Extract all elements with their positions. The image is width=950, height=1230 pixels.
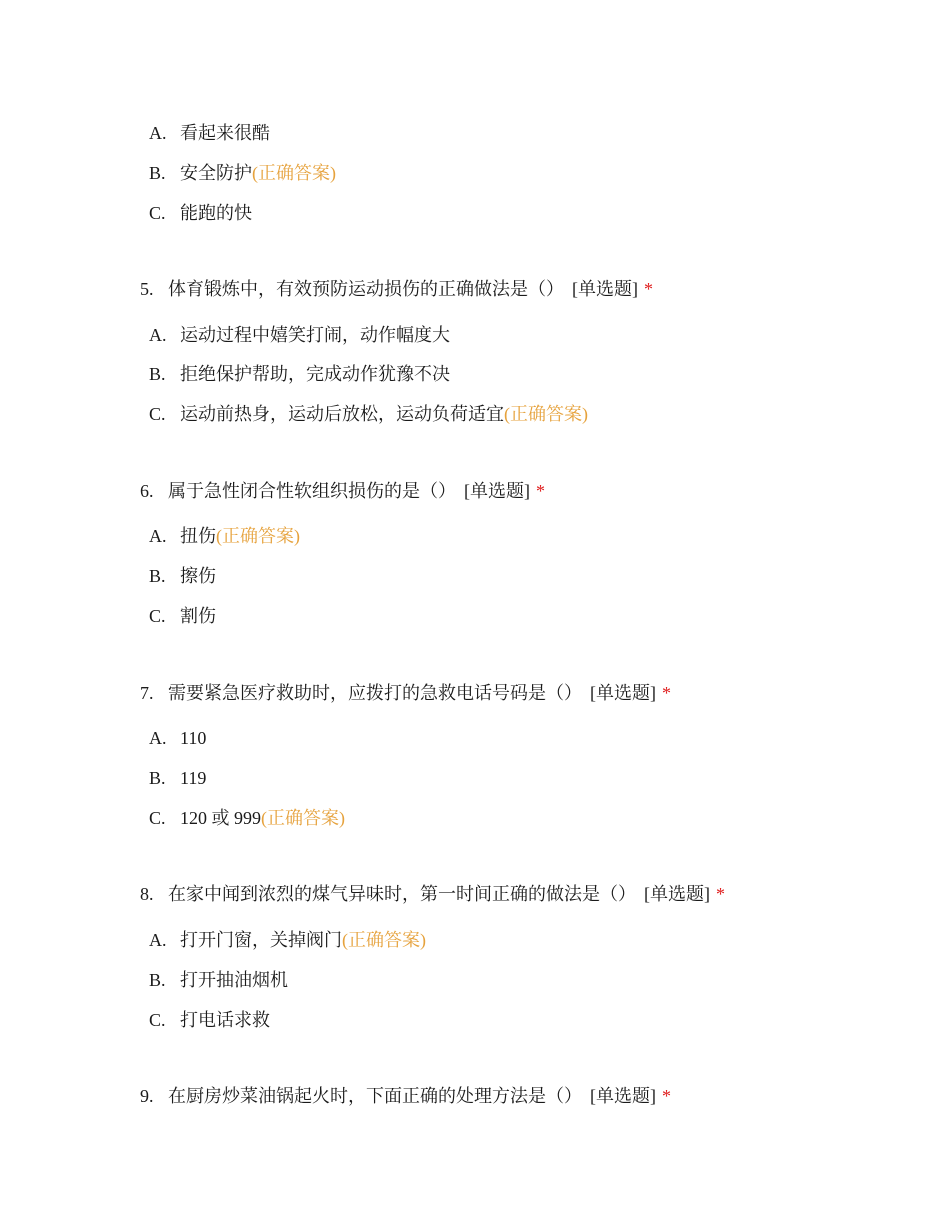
q7-option-c: C. 120 或 999(正确答案) — [149, 808, 345, 828]
q8-option-a: A. 打开门窗，关掉阀门(正确答案) — [149, 930, 426, 950]
q4-option-c: C. 能跑的快 — [149, 203, 252, 223]
question-type: [单选题] — [590, 1086, 656, 1106]
correct-answer-tag: (正确答案) — [504, 404, 588, 424]
q6-option-b: B. 擦伤 — [149, 566, 216, 586]
question-9-title: 9. 在厨房炒菜油锅起火时，下面正确的处理方法是（） [单选题] * — [140, 1086, 671, 1106]
question-type: [单选题] — [464, 481, 530, 501]
q8-option-b: B. 打开抽油烟机 — [149, 970, 288, 990]
required-mark: * — [662, 683, 671, 703]
question-7-title: 7. 需要紧急医疗救助时，应拨打的急救电话号码是（） [单选题] * — [140, 683, 671, 703]
required-mark: * — [536, 481, 545, 501]
correct-answer-tag: (正确答案) — [216, 526, 300, 546]
correct-answer-tag: (正确答案) — [342, 930, 426, 950]
required-mark: * — [662, 1086, 671, 1106]
q7-option-b: B. 119 — [149, 768, 207, 788]
question-8-title: 8. 在家中闻到浓烈的煤气异味时，第一时间正确的做法是（） [单选题] * — [140, 884, 725, 904]
question-5-title: 5. 体育锻炼中，有效预防运动损伤的正确做法是（） [单选题] * — [140, 279, 653, 299]
required-mark: * — [716, 884, 725, 904]
required-mark: * — [644, 279, 653, 299]
q5-option-b: B. 拒绝保护帮助，完成动作犹豫不决 — [149, 364, 450, 384]
q6-option-a: A. 扭伤(正确答案) — [149, 526, 300, 546]
q6-option-c: C. 割伤 — [149, 606, 216, 626]
q5-option-a: A. 运动过程中嬉笑打闹，动作幅度大 — [149, 325, 450, 345]
q8-option-c: C. 打电话求救 — [149, 1010, 270, 1030]
q4-option-b: B. 安全防护(正确答案) — [149, 163, 336, 183]
question-type: [单选题] — [572, 279, 638, 299]
correct-answer-tag: (正确答案) — [261, 808, 345, 828]
q4-option-a: A. 看起来很酷 — [149, 123, 270, 143]
question-type: [单选题] — [590, 683, 656, 703]
question-type: [单选题] — [644, 884, 710, 904]
q7-option-a: A. 110 — [149, 728, 207, 748]
correct-answer-tag: (正确答案) — [252, 163, 336, 183]
question-6-title: 6. 属于急性闭合性软组织损伤的是（） [单选题] * — [140, 481, 545, 501]
q5-option-c: C. 运动前热身，运动后放松，运动负荷适宜(正确答案) — [149, 404, 588, 424]
